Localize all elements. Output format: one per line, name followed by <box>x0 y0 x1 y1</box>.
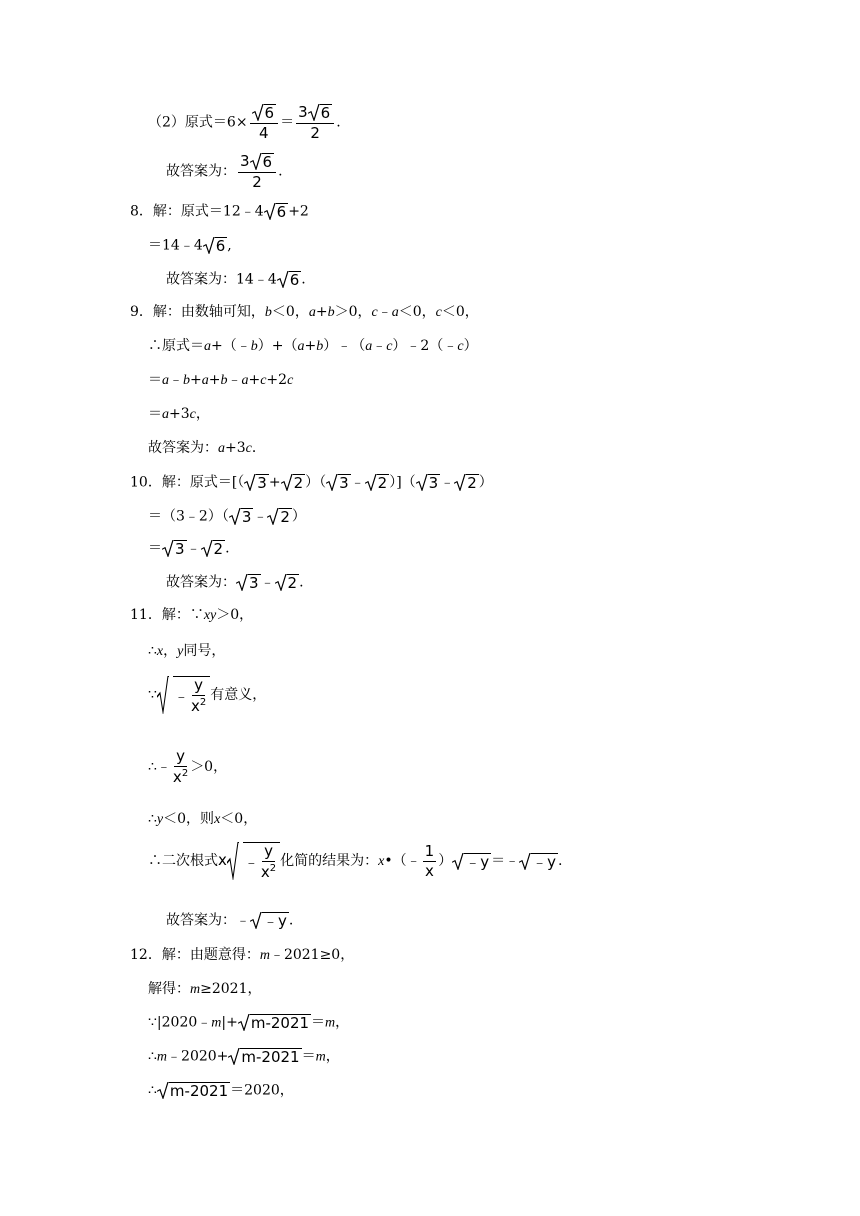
fraction: 3 6 2 <box>296 104 334 141</box>
line-22: 12．解：由题意得：m﹣2021≥0， <box>130 947 355 963</box>
line-23: 解得：m≥2021， <box>148 981 262 997</box>
line-1: （2）原式＝6× $\frac{6}{4}$ ＝ 3 6 2 . <box>148 103 341 142</box>
line-4: ＝14﹣4 6 , <box>148 237 232 255</box>
line-17: ∵ ﹣ $\frac{y}{x^2}$ 有意义， <box>148 676 267 715</box>
line-20: ∴二次根式x ﹣ $\frac{y}{x^2}$ 化简的结果为：x•（﹣ $\frac{1}{x}$ ） ﹣y ＝﹣ ﹣y . <box>148 841 563 881</box>
line-19: ∴y＜0，则x＜0， <box>148 811 258 827</box>
line-9: ＝a+3c， <box>148 406 210 422</box>
line-2: 故答案为： 3 6 2 . <box>166 152 283 191</box>
line-11: 10．解：原式＝[（ 3 + 2 ）（ 3 ﹣ 2 ）]（ 3 ﹣ 2 ） <box>130 474 493 492</box>
line-7: ∴原式＝a+（﹣b）+（a+b）﹣（a﹣c）﹣2（﹣c） <box>148 338 478 354</box>
line-18: ∴﹣ $\frac{y}{x^2}$ ＞0， <box>148 747 228 786</box>
line-10: 故答案为：a+3c． <box>148 440 266 456</box>
line-16: ∴x，y同号， <box>148 643 226 659</box>
line-12: ＝（3﹣2）（ 3 ﹣ 2 ） <box>148 508 306 526</box>
line-3: 8．解：原式＝12﹣4 6 +2 <box>130 203 309 221</box>
fraction: 3 6 2 <box>238 153 276 190</box>
line-21: 故答案为：﹣ ﹣y . <box>166 912 294 930</box>
line-15: 11．解：∵xy＞0， <box>130 607 254 623</box>
line-26: ∴ m-2021 ＝2020， <box>148 1082 294 1100</box>
fraction: $\frac{y}{x^2}$ <box>172 747 189 786</box>
fraction: $\frac{6}{4}$ <box>250 104 279 141</box>
line-8: ＝a﹣b+a+b﹣a+c+2c <box>148 372 294 388</box>
line-5: 故答案为：14﹣4 6 . <box>166 271 306 289</box>
line-25: ∴m﹣2020+ m-2021 ＝m， <box>148 1048 340 1066</box>
line-13: ＝ 3 ﹣ 2 . <box>148 540 230 558</box>
line-6: 9．解：由数轴可知，b＜0，a+b＞0，c﹣a＜0，c＜0， <box>130 304 479 320</box>
line-24: ∵|2020﹣m|+ m-2021 ＝m， <box>148 1014 350 1032</box>
line-14: 故答案为： 3 ﹣ 2 . <box>166 574 304 592</box>
